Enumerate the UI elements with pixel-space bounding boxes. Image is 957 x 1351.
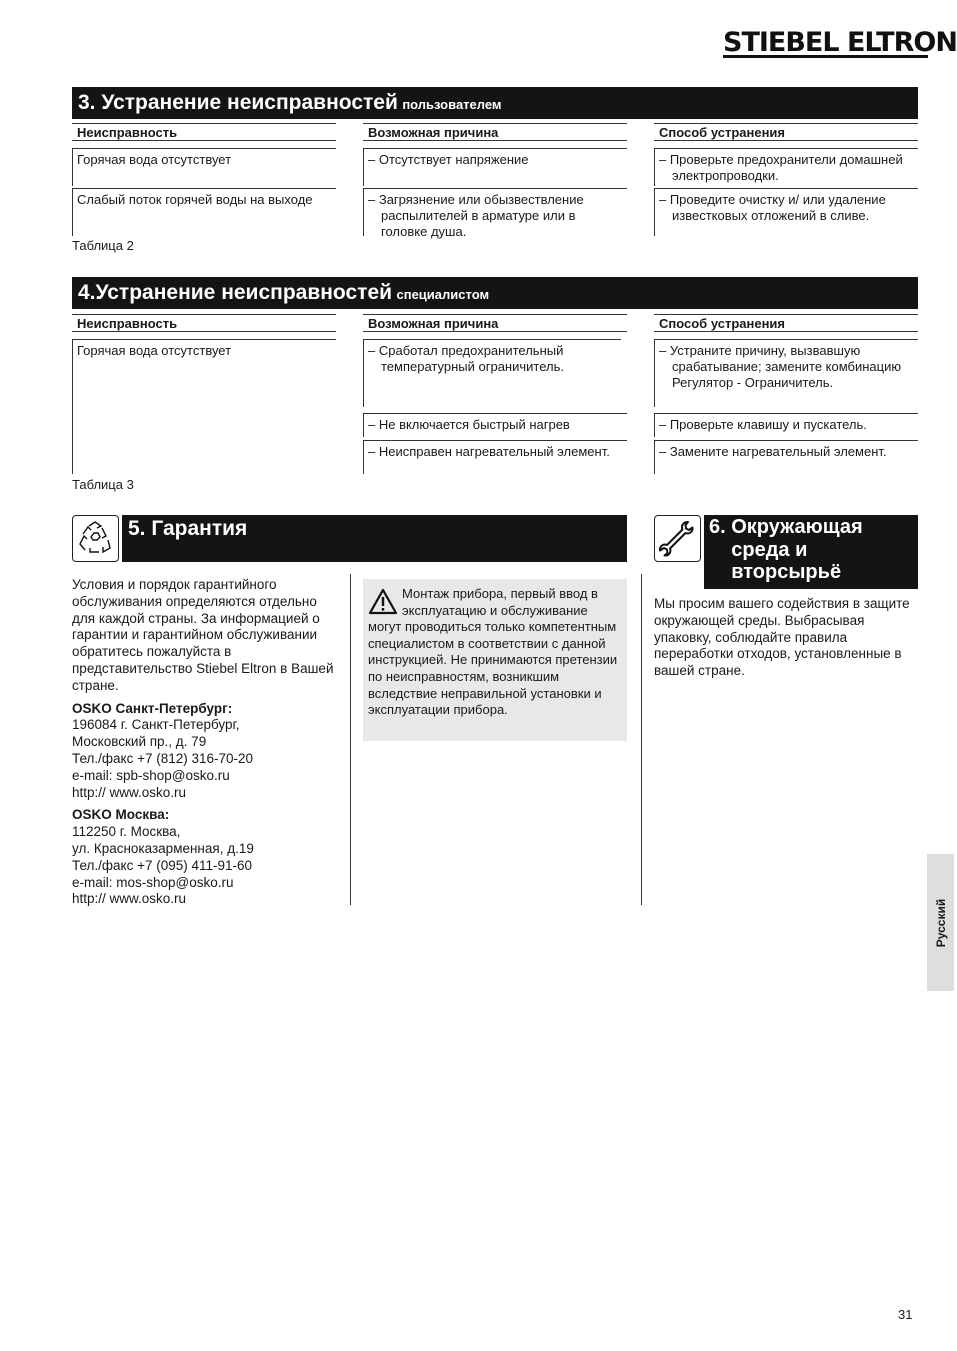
warranty-text	[72, 577, 342, 908]
table2-row2-cause: – Загрязнение или обызвествление распылителей в арматуре или в головке душа.	[363, 188, 627, 236]
spb-contact	[72, 701, 342, 802]
section-3-title: 3. Устранение неисправностей	[78, 91, 398, 114]
table3-row3-remedy: – Замените нагревательный элемент.	[654, 440, 918, 474]
section-3-title-bar	[72, 87, 918, 119]
table3-header-cause: Возможная причина	[363, 314, 627, 332]
table3-row1-cause: – Сработал предохранительный температурный ограничитель.	[363, 339, 621, 407]
warranty-intro: Условия и порядок гарантийного обслуживания определяются отдельно для каждой страны. За информацией о гарантии и гарантийном обслуживании обратитесь пожалуйста в представительство Stiebel Eltron в Вашей стране.	[72, 577, 334, 693]
table2-caption: Таблица 2	[72, 238, 134, 253]
spb-line: Московский пр., д. 79	[72, 734, 207, 750]
table2-row1-fault: Горячая вода отсутствует	[72, 148, 336, 186]
table3-fault: Горячая вода отсутствует	[72, 339, 336, 474]
table2-header-cause: Возможная причина	[363, 123, 627, 141]
table3-row2-cause: – Не включается быстрый нагрев	[363, 413, 627, 437]
msk-contact	[72, 807, 342, 908]
warning-triangle-icon	[368, 588, 398, 615]
table2-row1-remedy: – Проверьте предохранители домашней электропроводки.	[654, 148, 918, 186]
spb-title: OSKO Санкт-Петербург:	[72, 700, 233, 716]
page-number: 31	[898, 1307, 913, 1322]
table3-row2-remedy: – Проверьте клавишу и пускатель.	[654, 413, 918, 437]
language-tab-label: Русский	[933, 898, 948, 947]
table2-header-remedy: Способ устранения	[654, 123, 918, 141]
environment-text: Мы просим вашего содействия в защите окружающей среды. Выбрасывая упаковку, соблюдайте правила переработки отходов, установленные в вашей стране.	[654, 596, 910, 679]
column-divider	[350, 574, 351, 905]
warning-box	[363, 579, 627, 741]
section-4-title: 4.Устранение неисправностей	[78, 281, 393, 304]
section-4-title-bar	[72, 277, 918, 309]
msk-email: e-mail: mos-shop@osko.ru	[72, 874, 234, 890]
section-4-subtitle: специалистом	[396, 287, 490, 302]
table2-row2-fault: Слабый поток горячей воды на выходе	[72, 188, 336, 236]
table2-row2-remedy: – Проведите очистку и/ или удаление известковых отложений в сливе.	[654, 188, 918, 236]
section-5-title: 5. Гарантия	[122, 515, 627, 562]
column-divider	[641, 574, 642, 905]
table2-header-fault: Неисправность	[72, 123, 336, 141]
section-6-title	[704, 515, 918, 589]
language-tab	[927, 854, 954, 991]
warning-text: Монтаж прибора, первый ввод в эксплуатацию и обслуживание могут проводиться только компетентным специалистом в соответствии с данной инструкцией. Не принимаются претензии по неисправностям, возникшим вследствие неправильной установки и эксплуатации прибора.	[368, 586, 618, 718]
table3-header-remedy: Способ устранения	[654, 314, 918, 332]
msk-line: Тел./факс +7 (095) 411-91-60	[72, 857, 253, 873]
msk-line: ул. Красноказарменная, д.19	[72, 840, 254, 856]
section-6-title-line: среда и	[709, 538, 808, 561]
section-3-subtitle: пользователем	[402, 97, 502, 112]
wrench-icon	[654, 515, 701, 562]
table2-row1-cause: – Отсутствует напряжение	[363, 148, 627, 186]
section-6-title-line: вторсырьё	[709, 561, 842, 583]
table3-row3-cause: – Неисправен нагревательный элемент.	[363, 440, 627, 474]
section-6-title-line: 6. Окружающая	[709, 516, 863, 538]
msk-line: 112250 г. Москва,	[72, 824, 181, 840]
spb-website: http:// www.osko.ru	[72, 784, 187, 800]
spb-email: e-mail: spb-shop@osko.ru	[72, 767, 230, 783]
table3-caption: Таблица 3	[72, 477, 134, 492]
spb-line: Тел./факс +7 (812) 316-70-20	[72, 750, 254, 766]
spb-line: 196084 г. Санкт-Петербург,	[72, 717, 240, 733]
brand-logo: STIEBEL ELTRON	[723, 27, 957, 58]
table3-row1-remedy: – Устраните причину, вызвавшую срабатывание; замените комбинацию Регулятор - Ограничитель.	[654, 339, 918, 407]
recycle-icon	[72, 515, 119, 562]
table3-header-fault: Неисправность	[72, 314, 336, 332]
msk-website: http:// www.osko.ru	[72, 891, 187, 907]
msk-title: OSKO Москва:	[72, 807, 170, 823]
